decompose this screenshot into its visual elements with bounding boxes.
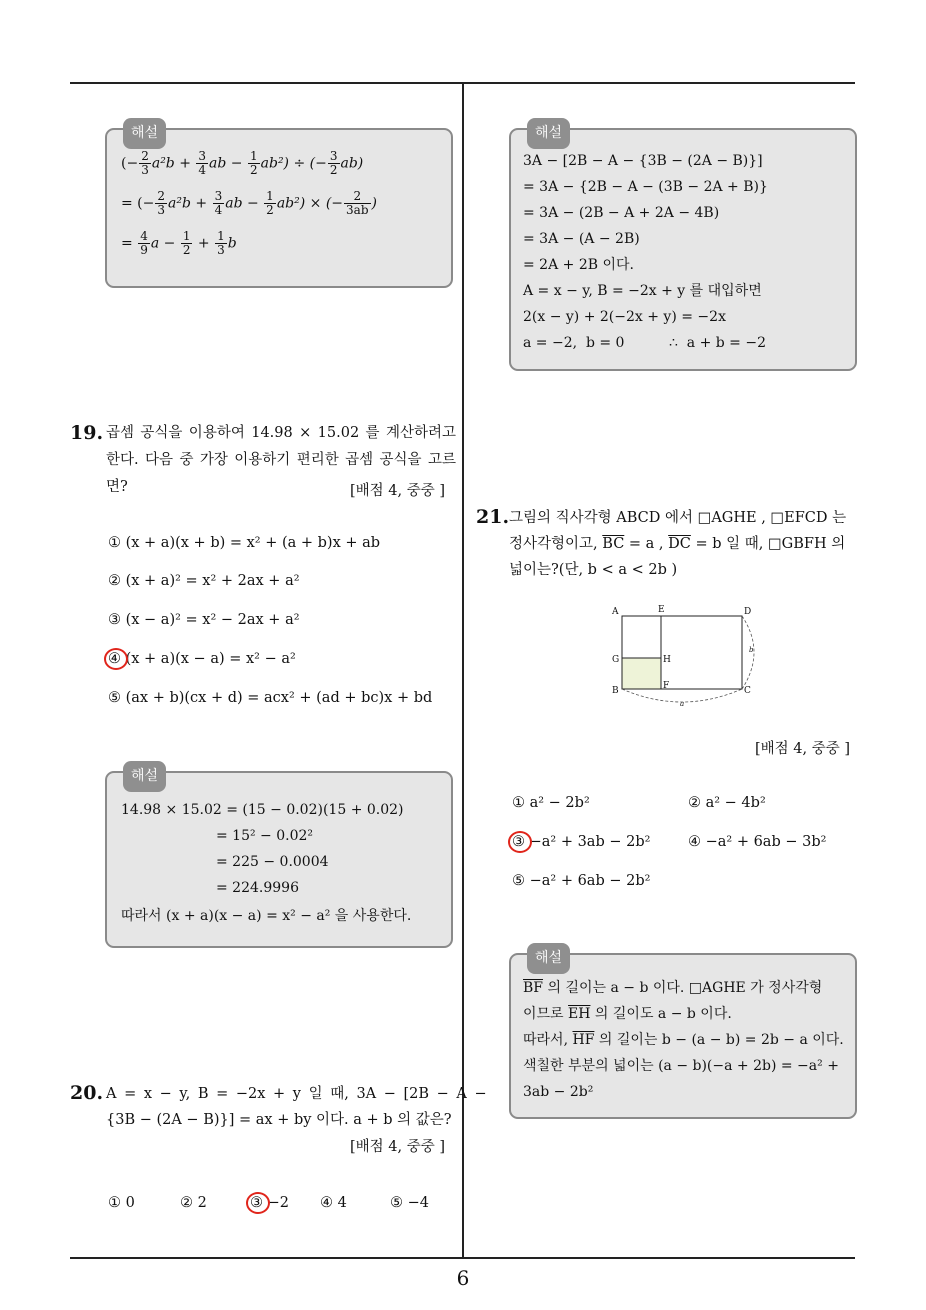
choice-2[interactable]: ② a² − 4b² <box>688 795 766 811</box>
solution-tag: 해설 <box>123 761 166 792</box>
choice-3[interactable]: ③ −2 <box>250 1195 289 1211</box>
label-e-point: E <box>658 605 665 615</box>
question-text: 곱셈 공식을 이용하여 14.98 × 15.02 를 계산하려고 한다. 다음 중 가장 이용하기 편리한 곱셈 공식을 고르면? <box>106 425 456 495</box>
label-a-point: A <box>612 607 619 617</box>
question-text: 그림의 직사각형 ABCD 에서 □AGHE , □EFCD 는 <box>509 510 847 526</box>
solution-line: 색칠한 부분의 넓이는 (a − b)(−a + 2b) = −a² + <box>523 1058 839 1074</box>
choice-2[interactable]: ② (x + a)² = x² + 2ax + a² <box>108 573 300 589</box>
question-text: 정사각형이고, $\overline{BC} = a$ , $\overline{DC} = b$ 일 때, □GBFH 의 <box>509 536 846 552</box>
question-number: 19. <box>70 422 104 444</box>
solution-line: 따라서, $\overline{HF}$ 의 길이는 b − (a − b) = 2b − a 이다. <box>523 1032 844 1048</box>
solution-box-18 <box>105 125 453 288</box>
solution-line: 3ab − 2b² <box>523 1084 594 1100</box>
answer-circle-mark <box>508 831 532 853</box>
solution-line: = 225 − 0.0004 <box>216 854 329 870</box>
question-text: A = x − y, B = −2x + y 일 때, 3A − [2B − A − <box>106 1086 487 1102</box>
choice-5[interactable]: ⑤ −4 <box>390 1195 429 1211</box>
solution-line: = 3A − {2B − A − (3B − 2A + B)} <box>523 179 768 195</box>
solution-line: 2(x − y) + 2(−2x + y) = −2x <box>523 309 726 325</box>
solution-box-20 <box>509 125 857 371</box>
solution-line: 따라서 (x + a)(x − a) = x² − a² 을 사용한다. <box>121 908 412 924</box>
choice-4[interactable]: ④ 4 <box>320 1195 347 1211</box>
score-label: [배점 4, 중중 ] <box>755 741 851 757</box>
label-f-point: F <box>663 681 670 691</box>
choice-5[interactable]: ⑤ −a² + 6ab − 2b² <box>512 873 651 889</box>
choice-4[interactable]: ④ −a² + 6ab − 3b² <box>688 834 827 850</box>
answer-circle-mark <box>246 1192 270 1214</box>
question-text: {3B − (2A − B)}] = ax + by 이다. a + b 의 값은? <box>106 1112 452 1128</box>
label-h-point: H <box>663 655 671 665</box>
question-number: 20. <box>70 1082 104 1104</box>
solution-box-21 <box>509 950 857 1119</box>
choice-1[interactable]: ① 0 <box>108 1195 135 1211</box>
solution-line: = 224.9996 <box>216 880 299 896</box>
label-g-point: G <box>612 655 620 665</box>
solution-line: 3A − [2B − A − {3B − (2A − B)}] <box>523 153 763 169</box>
rectangle-figure <box>608 602 768 708</box>
choice-3[interactable]: ③ −a² + 3ab − 2b² <box>512 834 651 850</box>
solution-line: 14.98 × 15.02 = (15 − 0.02)(15 + 0.02) <box>121 802 404 818</box>
solution-line: = 15² − 0.02² <box>216 828 314 844</box>
solution-line: = 2A + 2B 이다. <box>523 257 634 273</box>
solution-line: = (− $\frac{2}{3}$ a²b + $\frac{3}{4}$ ab − $\frac{1}{2}$ ab²) × (− $\frac{2}{3ab}$ ) <box>121 189 377 217</box>
question-number: 21. <box>476 506 510 528</box>
choice-4[interactable]: ④ (x + a)(x − a) = x² − a² <box>108 651 296 667</box>
solution-tag: 해설 <box>123 118 166 149</box>
choice-1[interactable]: ① (x + a)(x + b) = x² + (a + b)x + ab <box>108 535 381 551</box>
label-c-point: C <box>744 686 751 696</box>
page-number: 6 <box>456 1266 470 1290</box>
solution-line: = $\frac{4}{9}$ a − $\frac{1}{2}$ + $\frac{1}{3}$ b <box>121 229 237 257</box>
solution-box-19 <box>105 768 453 948</box>
solution-line: = 3A − (A − 2B) <box>523 231 640 247</box>
bottom-rule <box>70 1257 855 1259</box>
solution-tag: 해설 <box>527 943 570 974</box>
solution-tag: 해설 <box>527 118 570 149</box>
solution-line: = 3A − (2B − A + 2A − 4B) <box>523 205 720 221</box>
shaded-region-gbfh <box>622 658 661 689</box>
label-b-length: b <box>749 646 754 654</box>
label-b-point: B <box>612 686 619 696</box>
choice-5[interactable]: ⑤ (ax + b)(cx + d) = acx² + (ad + bc)x + bd <box>108 690 433 706</box>
choice-1[interactable]: ① a² − 2b² <box>512 795 590 811</box>
choice-3[interactable]: ③ (x − a)² = x² − 2ax + a² <box>108 612 300 628</box>
solution-line: a = −2, b = 0 ∴ a + b = −2 <box>523 335 766 351</box>
score-label: [배점 4, 중중 ] <box>350 1139 446 1155</box>
question-text: 넓이는?(단, b < a < 2b ) <box>509 562 678 578</box>
solution-line: A = x − y, B = −2x + y 를 대입하면 <box>523 283 762 299</box>
score-label: [배점 4, 중중 ] <box>350 483 446 499</box>
label-a-length: a <box>680 700 685 708</box>
solution-line: 이므로 $\overline{EH}$ 의 길이도 a − b 이다. <box>523 1006 732 1022</box>
answer-circle-mark <box>104 648 128 670</box>
label-d-point: D <box>744 607 752 617</box>
solution-line: (− $\frac{2}{3}$ a²b + $\frac{3}{4}$ ab − $\frac{1}{2}$ ab²) ÷ (− $\frac{3}{2}$ ab) <box>121 149 364 177</box>
choice-2[interactable]: ② 2 <box>180 1195 207 1211</box>
solution-line: $\overline{BF}$ 의 길이는 a − b 이다. □AGHE 가 정사각형 <box>523 980 823 996</box>
